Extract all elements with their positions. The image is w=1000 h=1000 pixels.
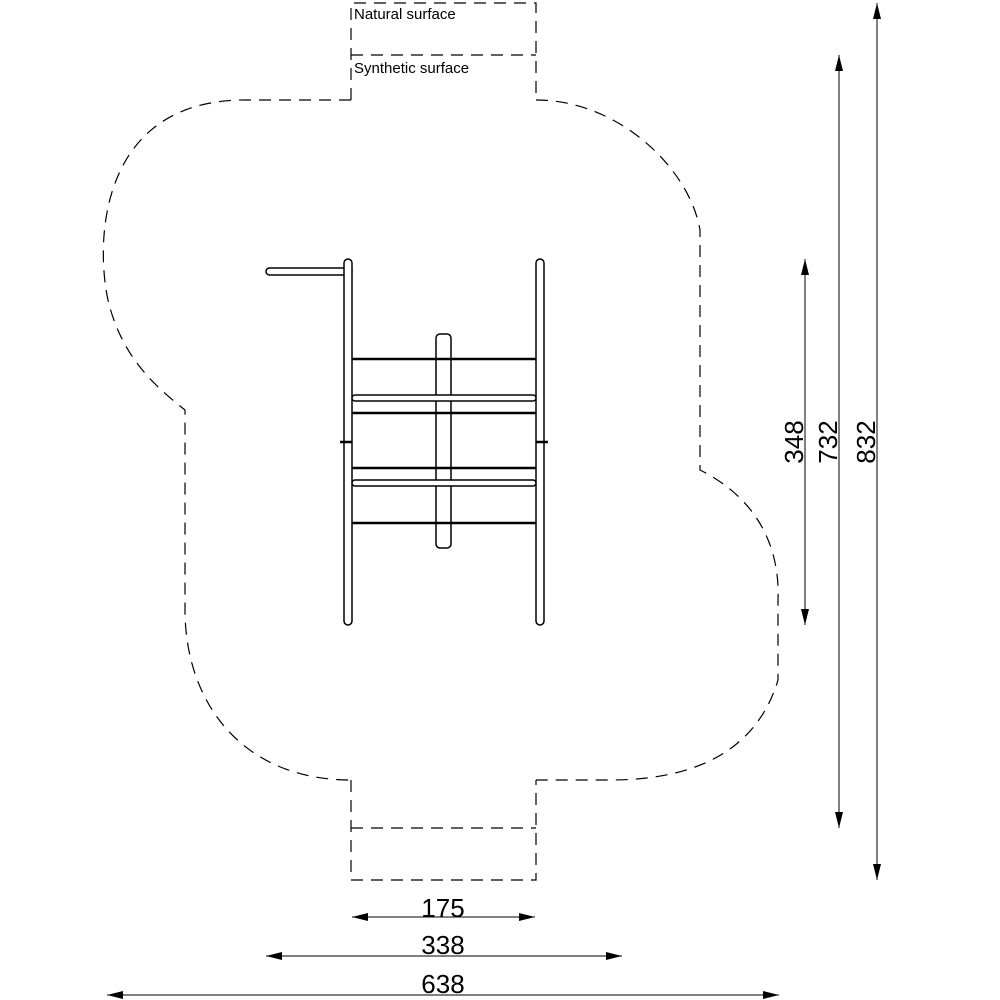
center-beam (436, 334, 451, 548)
height-middle-label: 732 (813, 420, 843, 464)
synthetic-surface-label: Synthetic surface (354, 60, 470, 77)
width-outer-label: 638 (421, 969, 465, 999)
step-plate (352, 480, 536, 486)
natural-surface-label: Natural surface (354, 6, 456, 23)
bottom-surface-zone (351, 780, 536, 880)
side-handle (266, 268, 352, 275)
ladder-equipment (266, 259, 548, 625)
step-plate (352, 395, 536, 401)
width-middle-label: 338 (421, 930, 465, 960)
height-outer-label: 832 (851, 420, 881, 464)
width-inner-label: 175 (421, 893, 465, 923)
height-inner-label: 348 (779, 420, 809, 464)
